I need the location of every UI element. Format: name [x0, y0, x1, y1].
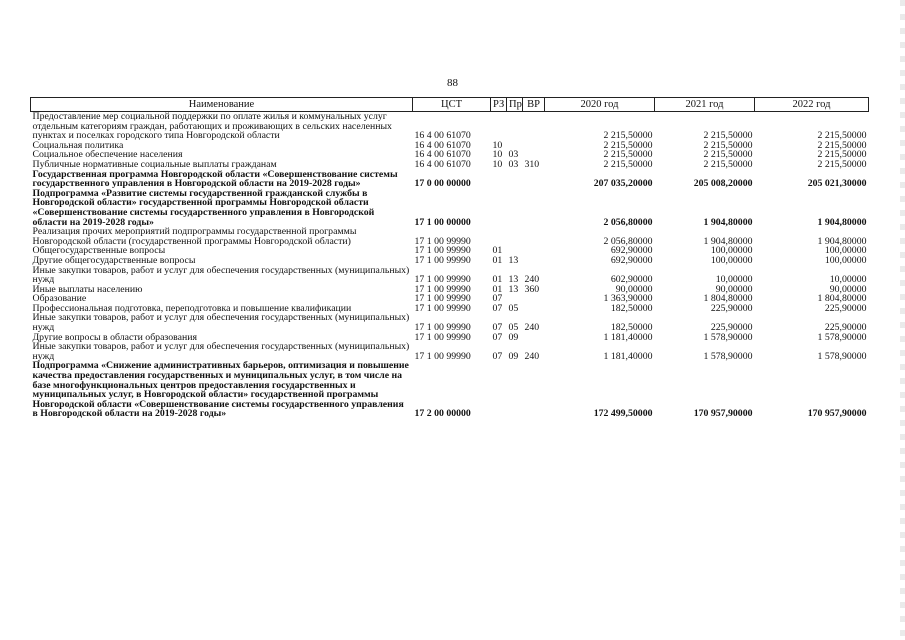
- cell-2022: 2 215,50000: [817, 158, 867, 170]
- header-name: Наименование: [31, 98, 413, 112]
- cell-rz: [491, 189, 507, 227]
- cell-vr: [523, 112, 545, 141]
- cell-vr: [523, 361, 545, 419]
- cell-cst: 16 4 00 61070: [414, 149, 471, 161]
- cell-2022: 10,00000: [829, 274, 867, 286]
- cell-2022: 170 957,90000: [807, 408, 867, 420]
- cell-vr: [523, 170, 545, 189]
- cell-pr: [507, 361, 523, 419]
- cell-name: Публичные нормативные социальные выплаты гражданам: [32, 158, 277, 170]
- cell-2020: 1 363,90000: [603, 293, 653, 305]
- cell-pr: 13: [508, 283, 519, 295]
- scan-edge-decoration: [900, 0, 905, 640]
- cell-2022: 100,00000: [824, 254, 867, 266]
- cell-pr: 09: [508, 331, 519, 343]
- cell-2022: 2 215,50000: [817, 130, 867, 142]
- table-row: [31, 266, 869, 285]
- cell-2020: 182,50000: [610, 322, 653, 334]
- cell-cst: 17 2 00 00000: [414, 408, 471, 420]
- cell-2020: 2 215,50000: [603, 149, 653, 161]
- cell-pr: 09: [508, 350, 519, 362]
- cell-vr: [523, 304, 545, 314]
- cell-pr: 13: [508, 254, 519, 266]
- cell-rz: [491, 170, 507, 189]
- cell-2022: 100,00000: [824, 245, 867, 257]
- cell-2021: 90,00000: [715, 283, 753, 295]
- cell-name: Подпрограмма «Снижение административных барьеров, оптимизация и повышение качества предоставления государственных и муниципальных услуг, в том числе на базе многофункциональных центров предоставления государственных и муниципальных услуг, в Новгородской области» государственной программы Новгородской области «Совершенствование системы государственного управления в Новгородской области на 2019-2028 годы»: [32, 360, 409, 420]
- cell-2022: 1 804,80000: [817, 293, 867, 305]
- cell-name: Другие общегосударственные вопросы: [32, 254, 196, 266]
- cell-2022: 225,90000: [824, 302, 867, 314]
- cell-pr: [507, 170, 523, 189]
- cell-vr: 310: [524, 158, 540, 170]
- table-row: [31, 112, 869, 141]
- cell-name: Социальная политика: [32, 139, 124, 151]
- cell-vr: 240: [524, 274, 540, 286]
- cell-rz: 01: [492, 274, 503, 286]
- cell-name: Предоставление мер социальной поддержки по оплате жилья и коммунальных услуг отдельным категориям граждан, работающих и проживающих в сельских населенных пунктах и поселках городского типа Новгородской области: [32, 111, 392, 142]
- header-rz: РЗ: [491, 98, 507, 112]
- cell-cst: 17 1 00 99990: [414, 350, 471, 362]
- cell-2020: 2 215,50000: [603, 139, 653, 151]
- cell-name: Иные выплаты населению: [32, 283, 143, 295]
- cell-rz: 10: [492, 158, 503, 170]
- table-row: [31, 189, 869, 227]
- table-row: [31, 313, 869, 332]
- cell-2022: 225,90000: [824, 322, 867, 334]
- cell-rz: 07: [492, 350, 503, 362]
- cell-pr: 05: [508, 302, 519, 314]
- cell-name: Другие вопросы в области образования: [32, 331, 197, 343]
- cell-vr: [523, 189, 545, 227]
- cell-2020: 692,90000: [610, 245, 653, 257]
- cell-2021: 2 215,50000: [703, 130, 753, 142]
- cell-name: Государственная программа Новгородской области «Совершенствование системы государственного управления в Новгородской области на 2019-2028 годы»: [32, 168, 398, 190]
- cell-rz: [491, 227, 507, 246]
- cell-2020: 1 181,40000: [603, 331, 653, 343]
- cell-cst: 17 1 00 00000: [414, 216, 471, 228]
- cell-vr: [523, 256, 545, 266]
- cell-pr: [507, 112, 523, 141]
- cell-2020: 602,90000: [610, 274, 653, 286]
- cell-rz: 07: [492, 331, 503, 343]
- cell-2020: 2 056,80000: [603, 216, 653, 228]
- cell-2020: 182,50000: [610, 302, 653, 314]
- cell-2021: 2 215,50000: [703, 158, 753, 170]
- cell-2021: 225,90000: [710, 302, 753, 314]
- cell-2021: 1 578,90000: [703, 350, 753, 362]
- header-cst: ЦСТ: [413, 98, 491, 112]
- table-header-row: [31, 98, 869, 112]
- table-row: [31, 170, 869, 189]
- cell-vr: [523, 246, 545, 256]
- cell-vr: 240: [524, 350, 540, 362]
- cell-rz: 10: [492, 139, 503, 151]
- cell-pr: 03: [508, 149, 519, 161]
- header-2021: 2021 год: [655, 98, 755, 112]
- cell-2020: 207 035,20000: [593, 178, 653, 190]
- cell-2021: 225,90000: [710, 322, 753, 334]
- cell-rz: [491, 112, 507, 141]
- cell-cst: 17 1 00 99990: [414, 235, 471, 247]
- cell-cst: 17 1 00 99990: [414, 245, 471, 257]
- cell-name: Подпрограмма «Развитие системы государственной гражданской службы в Новгородской области» государственной программы Новгородской области «Совершенствование системы государственного управления в Новгородской области на 2019-2028 годы»: [32, 187, 375, 228]
- table-row: [31, 361, 869, 419]
- cell-2020: 692,90000: [610, 254, 653, 266]
- cell-cst: 17 1 00 99990: [414, 302, 471, 314]
- header-2020: 2020 год: [545, 98, 655, 112]
- header-2022: 2022 год: [755, 98, 869, 112]
- cell-cst: 17 1 00 99990: [414, 293, 471, 305]
- cell-name: Иные закупки товаров, работ и услуг для обеспечения государственных (муниципальных) нужд: [32, 312, 410, 334]
- cell-rz: 01: [492, 254, 503, 266]
- budget-table: [30, 97, 869, 419]
- cell-rz: 07: [492, 322, 503, 334]
- cell-2022: 1 578,90000: [817, 350, 867, 362]
- cell-cst: 17 1 00 99990: [414, 283, 471, 295]
- cell-2021: 1 904,80000: [703, 216, 753, 228]
- cell-cst: 17 1 00 99990: [414, 274, 471, 286]
- cell-vr: [523, 333, 545, 343]
- page-number: 88: [447, 77, 458, 89]
- cell-cst: 16 4 00 61070: [414, 130, 471, 142]
- cell-2022: 1 578,90000: [817, 331, 867, 343]
- table-row: [31, 342, 869, 361]
- cell-cst: 17 1 00 99990: [414, 254, 471, 266]
- cell-2021: 2 215,50000: [703, 149, 753, 161]
- cell-pr: 03: [508, 158, 519, 170]
- cell-2020: 172 499,50000: [593, 408, 653, 420]
- cell-pr: [507, 227, 523, 246]
- cell-name: Реализация прочих мероприятий подпрограммы государственной программы Новгородской области (государственной программы Новгородской области): [32, 226, 357, 247]
- cell-2021: 100,00000: [710, 254, 753, 266]
- cell-vr: [523, 227, 545, 246]
- cell-2022: 1 904,80000: [817, 235, 867, 247]
- cell-rz: 01: [492, 283, 503, 295]
- cell-name: Общегосударственные вопросы: [32, 245, 166, 257]
- cell-2021: 1 904,80000: [703, 235, 753, 247]
- cell-name: Образование: [32, 293, 87, 305]
- cell-vr: [523, 141, 545, 151]
- cell-vr: 360: [524, 283, 540, 295]
- cell-name: Иные закупки товаров, работ и услуг для обеспечения государственных (муниципальных) нужд: [32, 264, 410, 286]
- cell-pr: 13: [508, 274, 519, 286]
- cell-2020: 1 181,40000: [603, 350, 653, 362]
- cell-2022: 2 215,50000: [817, 149, 867, 161]
- cell-cst: 16 4 00 61070: [414, 139, 471, 151]
- cell-2021: 170 957,90000: [693, 408, 753, 420]
- cell-pr: [507, 189, 523, 227]
- cell-name: Социальное обеспечение населения: [32, 149, 183, 161]
- cell-2021: 1 804,80000: [703, 293, 753, 305]
- cell-2020: 90,00000: [615, 283, 653, 295]
- cell-rz: 10: [492, 149, 503, 161]
- cell-rz: [491, 361, 507, 419]
- cell-cst: 16 4 00 61070: [414, 158, 471, 170]
- cell-2021: 100,00000: [710, 245, 753, 257]
- cell-2021: 10,00000: [715, 274, 753, 286]
- table-body: [31, 112, 869, 420]
- cell-2022: 205 021,30000: [807, 178, 867, 190]
- cell-name: Профессиональная подготовка, переподготовка и повышение квалификации: [32, 302, 352, 314]
- cell-2020: 2 056,80000: [603, 235, 653, 247]
- cell-2020: 2 215,50000: [603, 130, 653, 142]
- header-pr: Пр: [507, 98, 523, 112]
- cell-2022: 90,00000: [829, 283, 867, 295]
- cell-2021: 205 008,20000: [693, 178, 753, 190]
- cell-vr: 240: [524, 322, 540, 334]
- cell-rz: 01: [492, 245, 503, 257]
- cell-2021: 1 578,90000: [703, 331, 753, 343]
- cell-cst: 17 0 00 00000: [414, 178, 471, 190]
- cell-name: Иные закупки товаров, работ и услуг для обеспечения государственных (муниципальных) нужд: [32, 341, 410, 362]
- table-row: [31, 227, 869, 246]
- header-vr: ВР: [523, 98, 545, 112]
- cell-2022: 2 215,50000: [817, 139, 867, 151]
- cell-2021: 2 215,50000: [703, 139, 753, 151]
- cell-pr: 05: [508, 322, 519, 334]
- cell-rz: 07: [492, 293, 503, 305]
- cell-cst: 17 1 00 99990: [414, 322, 471, 334]
- cell-rz: 07: [492, 302, 503, 314]
- cell-vr: [523, 294, 545, 304]
- cell-cst: 17 1 00 99990: [414, 331, 471, 343]
- cell-2020: 2 215,50000: [603, 158, 653, 170]
- cell-2022: 1 904,80000: [817, 216, 867, 228]
